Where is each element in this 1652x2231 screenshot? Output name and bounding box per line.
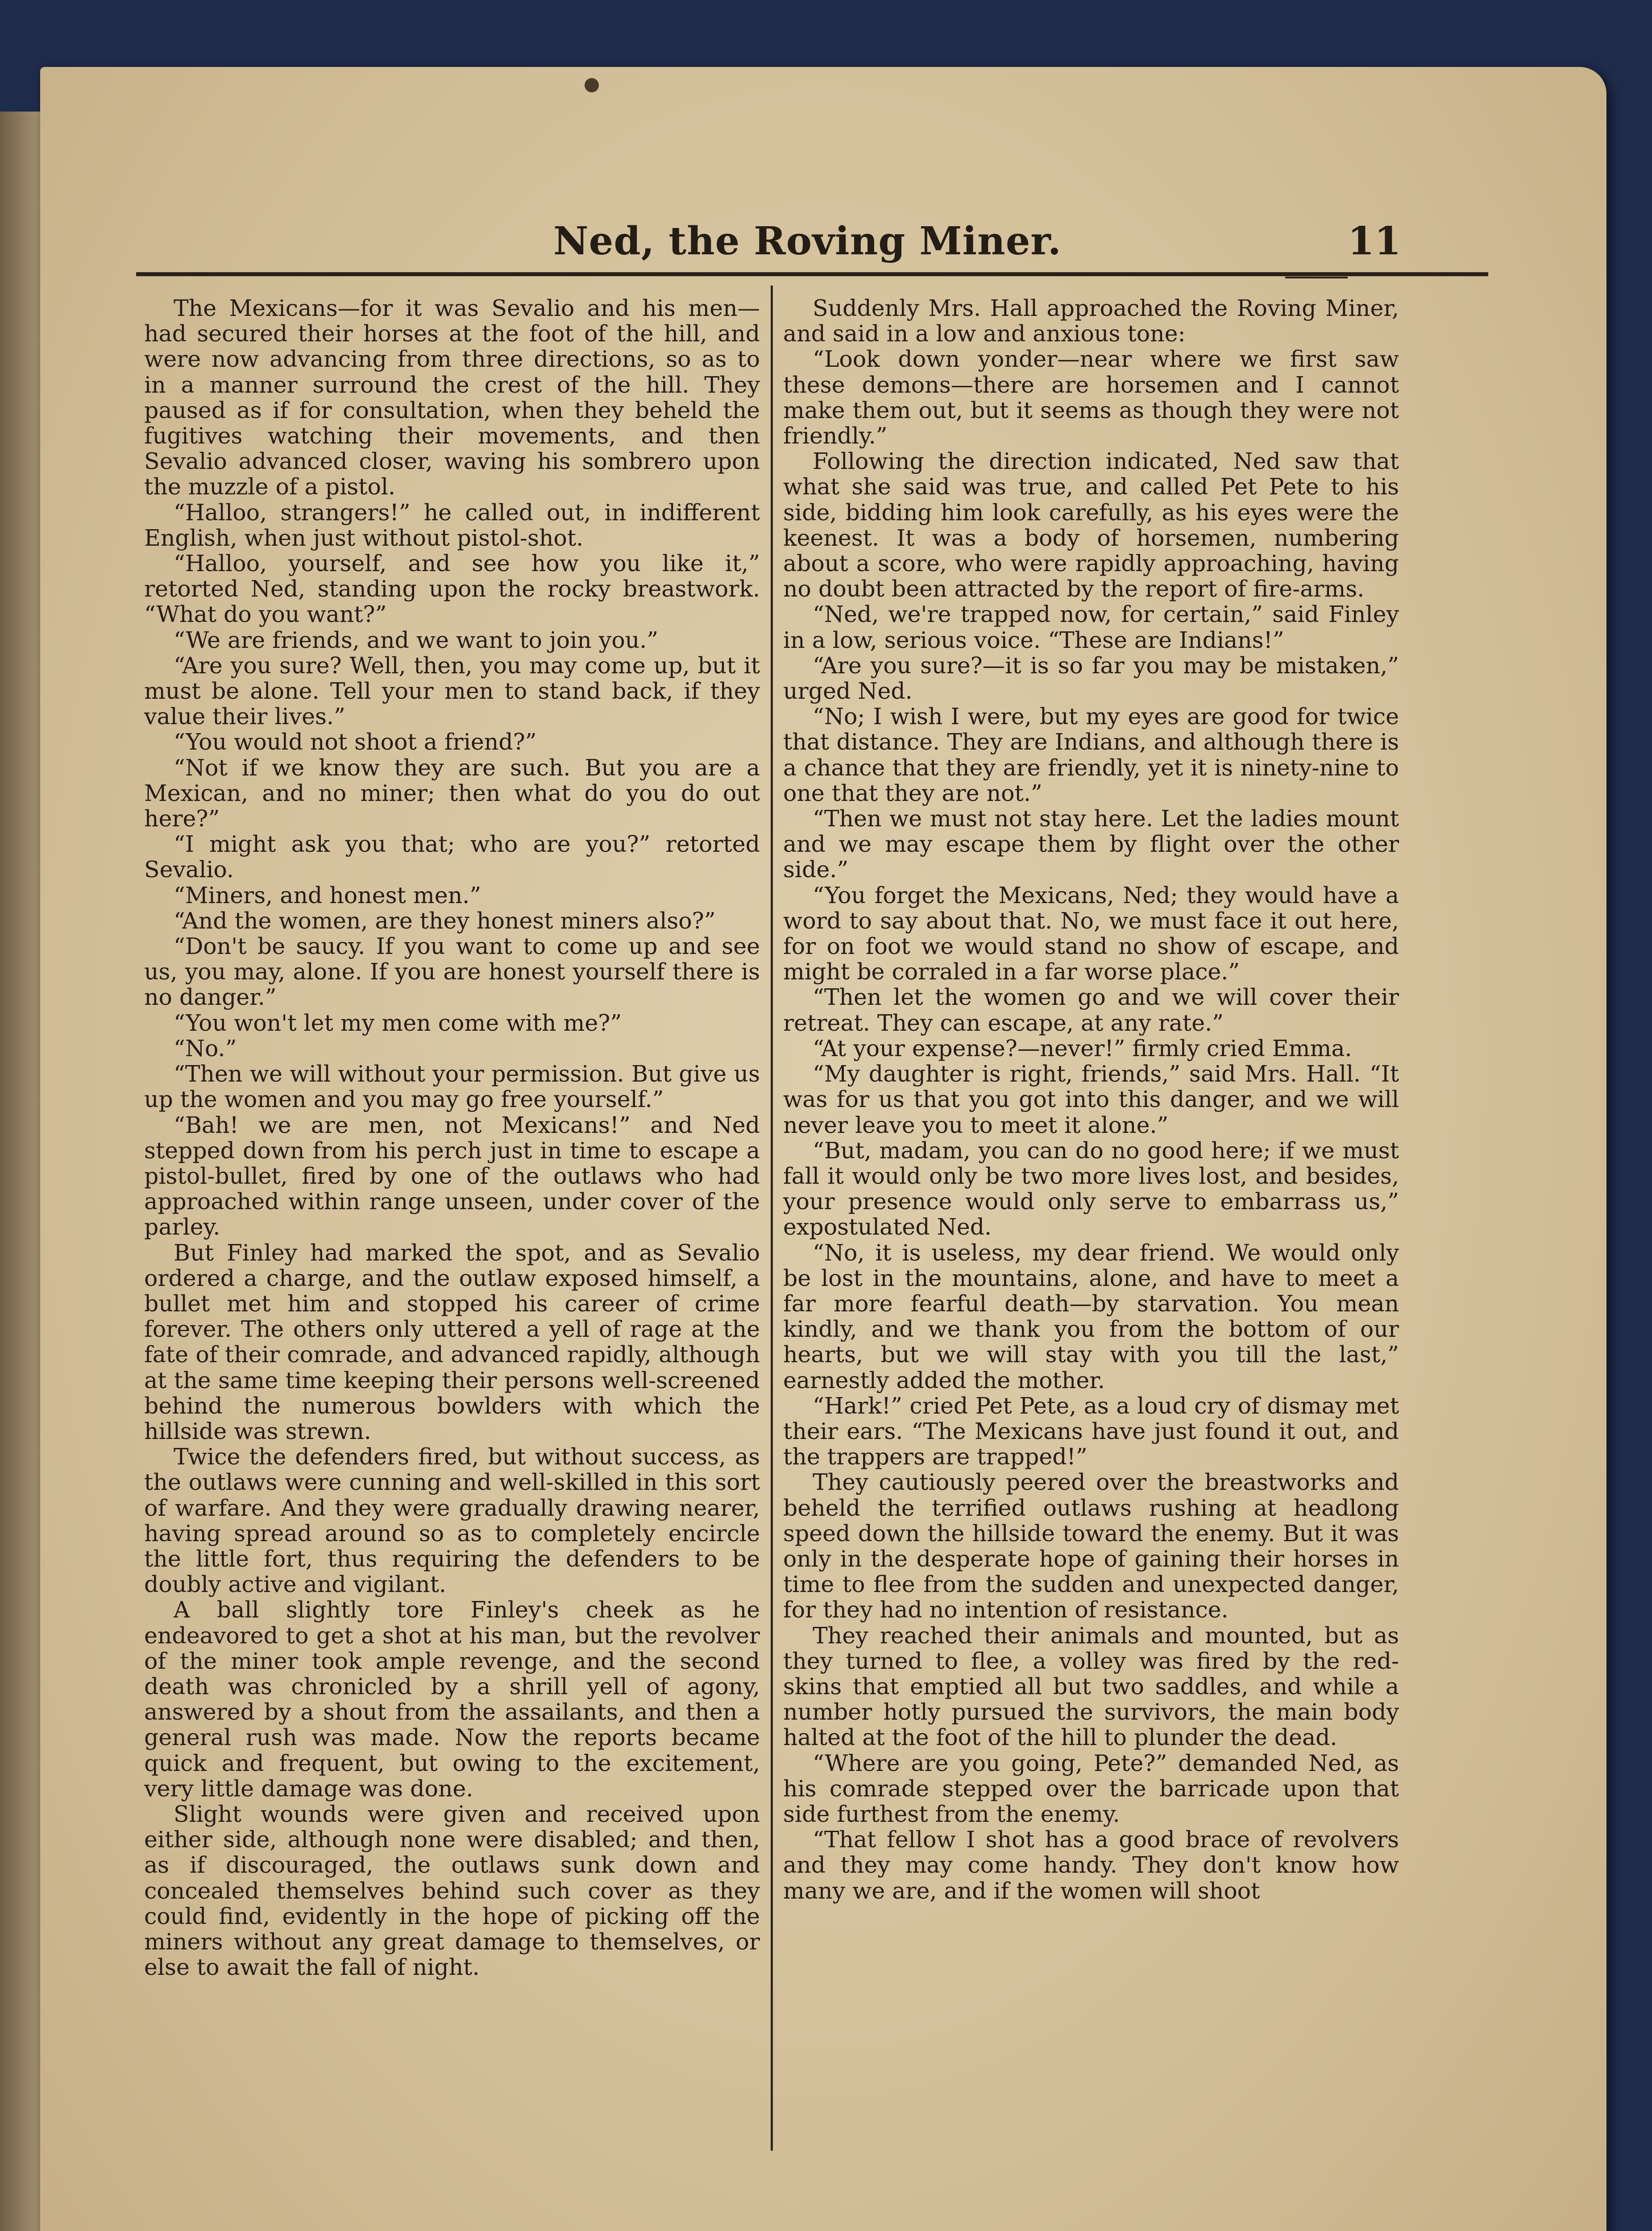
left-column	[144, 295, 760, 1980]
paragraph: They cautiously peered over the breastworks and beheld the terrified outlaws rushing at headlong speed down the hillside toward the enemy. But it was only in the desperate hope of gaining their horses in time to flee from the sudden and unexpected danger, for they had no intention of resistance.	[783, 1469, 1399, 1623]
paragraph: “No.”	[174, 1035, 237, 1062]
paragraph: “You would not shoot a friend?”	[174, 729, 537, 755]
paragraph: “Halloo, strangers!” he called out, in indifferent English, when just without pistol-shot.	[144, 499, 760, 551]
running-head	[40, 219, 1606, 272]
paragraph: “Not if we know they are such. But you are a Mexican, and no miner; then what do you do out here?”	[144, 754, 760, 832]
paragraph: They reached their animals and mounted, but as they turned to flee, a volley was fired by the red-skins that emptied all but two saddles, and while a number hotly pursued the survivors, the main body halted at the foot of the hill to plunder the dead.	[783, 1622, 1399, 1751]
paragraph: “Then let the women go and we will cover their retreat. They can escape, at any rate.”	[783, 984, 1399, 1036]
paragraph: “That fellow I shot has a good brace of revolvers and they may come handy. They don't know how many we are, and if the women will shoot	[783, 1826, 1399, 1904]
paragraph: “Are you sure? Well, then, you may come up, but it must be alone. Tell your men to stand back, if they value their lives.”	[144, 652, 760, 730]
paragraph: Following the direction indicated, Ned saw that what she said was true, and called Pet Pete to his side, bidding him look carefully, as his eyes were the keenest. It was a body of horsemen, numbering about a score, who were rapidly approaching, having no doubt been attracted by the report of fire-arms.	[783, 448, 1399, 602]
paragraph: “You forget the Mexicans, Ned; they would have a word to say about that. No, we must face it out here, for on foot we would stand no show of escape, and might be corraled in a far worse place.”	[783, 882, 1399, 985]
paragraph: “Don't be saucy. If you want to come up and see us, you may, alone. If you are honest yourself there is no danger.”	[144, 933, 760, 1011]
paragraph: A ball slightly tore Finley's cheek as he endeavored to get a shot at his man, but the revolver of the miner took ample revenge, and the second death was chronicled by a shrill yell of agony, answered by a shout from the assailants, and then a general rush was made. Now the reports became quick and frequent, but owing to the excitement, very little damage was done.	[144, 1597, 760, 1802]
paragraph: The Mexicans—for it was Sevalio and his men—had secured their horses at the foot of the hill, and were now advancing from three directions, so as to in a manner surround the crest of the hill. They paused as if for consultation, when they beheld the fugitives watching their movements, and then Sevalio advanced closer, waving his sombrero upon the muzzle of a pistol.	[144, 295, 760, 500]
running-title: Ned, the Roving Miner.	[553, 219, 1062, 264]
paragraph: “My daughter is right, friends,” said Mrs. Hall. “It was for us that you got into this danger, and we will never leave you to meet it alone.”	[783, 1061, 1399, 1138]
paragraph: “I might ask you that; who are you?” retorted Sevalio.	[144, 831, 760, 883]
column-rule	[771, 286, 773, 2151]
paragraph: “Then we must not stay here. Let the ladies mount and we may escape them by flight over the other side.”	[783, 805, 1399, 883]
paragraph: “Where are you going, Pete?” demanded Ned, as his comrade stepped over the barricade upon that side furthest from the enemy.	[783, 1750, 1399, 1827]
binding-hole	[585, 78, 599, 92]
paragraph: “We are friends, and we want to join you.”	[174, 626, 659, 653]
paragraph: “But, madam, you can do no good here; if we must fall it would only be two more lives lost, and besides, your presence would only serve to embarrass us,” expostulated Ned.	[783, 1137, 1399, 1240]
paragraph: “Bah! we are men, not Mexicans!” and Ned stepped down from his perch just in time to escape a pistol-bullet, fired by one of the outlaws who had approached within range unseen, under cover of the parley.	[144, 1111, 760, 1240]
paragraph: “Are you sure?—it is so far you may be mistaken,” urged Ned.	[783, 652, 1399, 705]
page-number: 11	[1348, 219, 1401, 264]
paragraph: Suddenly Mrs. Hall approached the Roving Miner, and said in a low and anxious tone:	[783, 295, 1399, 347]
paragraph: “You won't let my men come with me?”	[174, 1009, 622, 1036]
paragraph: “At your expense?—never!” firmly cried Emma.	[813, 1035, 1352, 1062]
paragraph: Twice the defenders fired, but without success, as the outlaws were cunning and well-skilled in this sort of warfare. And they were gradually drawing nearer, having spread around so as to completely encircle the little fort, thus requiring the defenders to be doubly active and vigilant.	[144, 1443, 760, 1598]
right-column	[783, 295, 1399, 1903]
paragraph: “Halloo, yourself, and see how you like it,” retorted Ned, standing upon the rocky breastwork. “What do you want?”	[144, 550, 760, 628]
paragraph: Slight wounds were given and received upon either side, although none were disabled; and then, as if discouraged, the outlaws sunk down and concealed themselves behind such cover as they could find, evidently in the hope of picking off the miners without any great damage to themselves, or else to await the fall of night.	[144, 1800, 760, 1981]
paragraph: “Then we will without your permission. But give us up the women and you may go free yourself.”	[144, 1061, 760, 1113]
paragraph: “Look down yonder—near where we first saw these demons—there are horsemen and I cannot make them out, but it seems as though they were not friendly.”	[783, 346, 1399, 449]
paragraph: “And the women, are they honest miners also?”	[174, 907, 716, 934]
paragraph: “No; I wish I were, but my eyes are good for twice that distance. They are Indians, and although there is a chance that they are friendly, yet it is ninety-nine to one that they are not.”	[783, 703, 1399, 806]
paragraph: “No, it is useless, my dear friend. We would only be lost in the mountains, alone, and have to meet a far more fearful death—by starvation. You mean kindly, and we thank you from the bottom of our hearts, but we will stay with you till the last,” earnestly added the mother.	[783, 1239, 1399, 1393]
header-rule-short	[1285, 277, 1348, 278]
paragraph: “Hark!” cried Pet Pete, as a loud cry of dismay met their ears. “The Mexicans have just found it out, and the trappers are trapped!”	[783, 1392, 1399, 1470]
magazine-page	[40, 67, 1606, 2231]
paragraph: “Ned, we're trapped now, for certain,” said Finley in a low, serious voice. “These are Indians!”	[783, 601, 1399, 653]
header-rule	[136, 272, 1488, 276]
paragraph: But Finley had marked the spot, and as Sevalio ordered a charge, and the outlaw exposed himself, a bullet met him and stopped his career of crime forever. The others only uttered a yell of rage at the fate of their comrade, and advanced rapidly, although at the same time keeping their persons well-screened behind the numerous bowlders with which the hillside was strewn.	[144, 1239, 760, 1444]
paragraph: “Miners, and honest men.”	[174, 882, 481, 908]
